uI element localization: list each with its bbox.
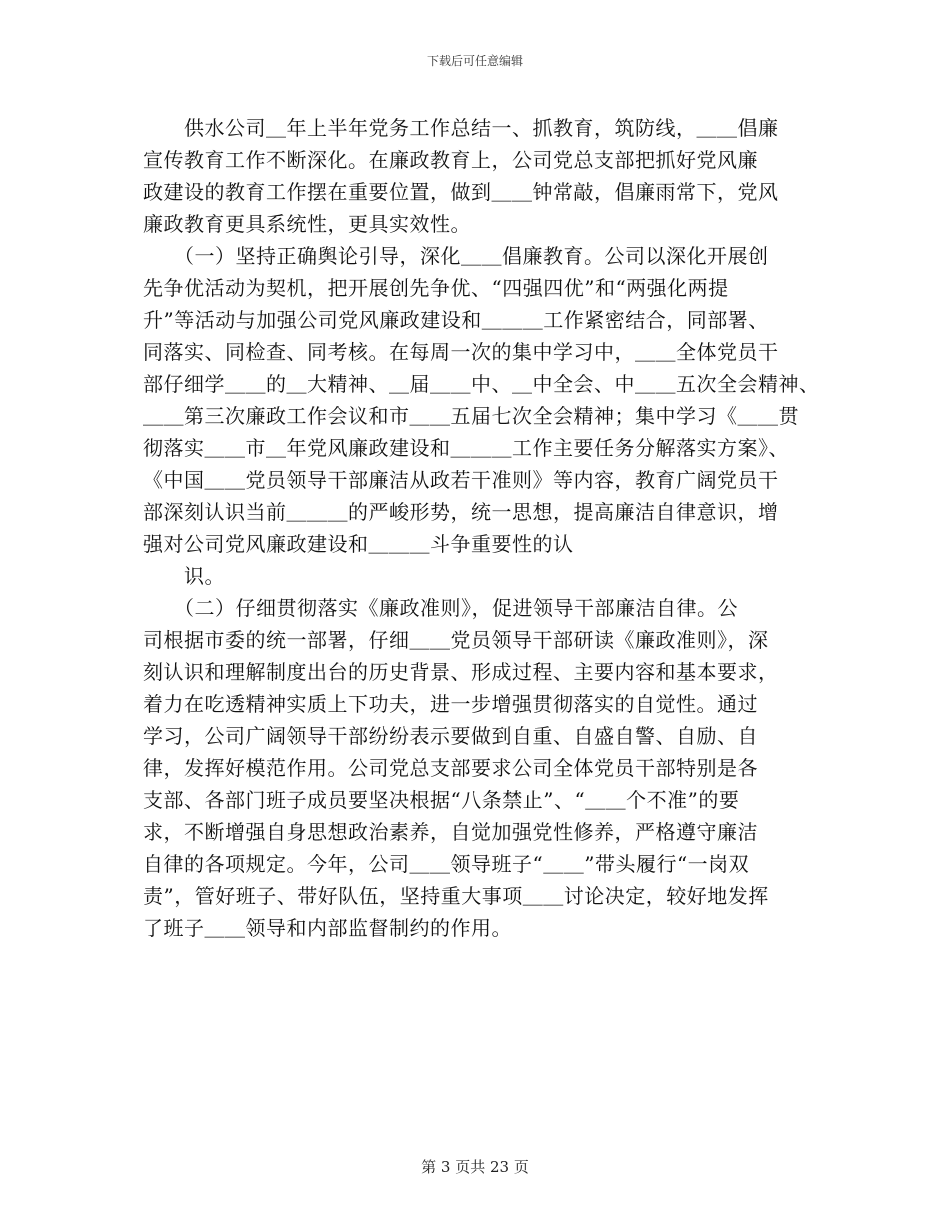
text-line: （一）坚持正确舆论引导，深化＿＿倡廉教育。公司以深化开展创 (143, 244, 769, 268)
page-header: 下载后可任意编辑 (426, 54, 523, 68)
text-line: 政建设的教育工作摆在重要位置，做到＿＿钟常敲，倡廉雨常下，党风 (143, 180, 779, 204)
text-line: 学习，公司广阔领导干部纷纷表示要做到自重、自盛自警、自励、自 (143, 724, 758, 748)
text-line: 部仔细学＿＿的＿大精神、＿届＿＿中、＿中全会、中＿＿五次全会精神、 (143, 372, 820, 396)
text-line: 责”，管好班子、带好队伍，坚持重大事项＿＿讨论决定，较好地发挥 (143, 884, 769, 908)
text-line: 升”等活动与加强公司党风廉政建设和＿＿＿工作紧密结合，同部署、 (143, 308, 769, 332)
page-footer: 第 3 页共 23 页 (421, 1158, 529, 1176)
text-line: 部深刻认识当前＿＿＿的严峻形势，统一思想，提高廉洁自律意识，增 (143, 500, 779, 524)
text-line: 廉政教育更具系统性，更具实效性。 (143, 212, 471, 236)
text-line: （二）仔细贯彻落实《廉政准则》，促进领导干部廉洁自律。公 (143, 596, 738, 620)
text-line: 彻落实＿＿市＿年党风廉政建设和＿＿＿工作主要任务分解落实方案》、 (143, 436, 789, 460)
text-line: ＿＿第三次廉政工作会议和市＿＿五届七次全会精神；集中学习《＿＿贯 (143, 404, 799, 428)
text-line: 司根据市委的统一部署，仔细＿＿党员领导干部研读《廉政准则》，深 (143, 628, 769, 652)
text-line: 支部、各部门班子成员要坚决根据“八条禁止”、“＿＿个不准”的要 (143, 788, 740, 812)
text-line: 《中国＿＿党员领导干部廉洁从政若干准则》等内容，教育广阔党员干 (143, 468, 779, 492)
text-line: 强对公司党风廉政建设和＿＿＿斗争重要性的认 (143, 532, 574, 556)
text-line: 自律的各项规定。今年，公司＿＿领导班子“＿＿”带头履行“一岗双 (143, 852, 750, 876)
text-line: 供水公司＿年上半年党务工作总结一、抓教育，筑防线，＿＿倡廉 (143, 116, 779, 140)
text-line: 律，发挥好模范作用。公司党总支部要求公司全体党员干部特别是各 (143, 756, 758, 780)
text-line: 宣传教育工作不断深化。在廉政教育上，公司党总支部把抓好党风廉 (143, 148, 758, 172)
text-line: 了班子＿＿领导和内部监督制约的作用。 (143, 916, 512, 940)
text-line: 刻认识和理解制度出台的历史背景、形成过程、主要内容和基本要求， (143, 660, 779, 684)
text-line: 求，不断增强自身思想政治素养，自觉加强党性修养，严格遵守廉洁 (143, 820, 758, 844)
document-body (143, 112, 823, 944)
text-line: 同落实、同检查、同考核。在每周一次的集中学习中，＿＿全体党员干 (143, 340, 779, 364)
text-line: 先争优活动为契机，把开展创先争优、“四强四优”和“两强化两提 (143, 276, 729, 300)
text-line: 着力在吃透精神实质上下功夫，进一步增强贯彻落实的自觉性。通过 (143, 692, 758, 716)
text-line: 识。 (143, 564, 225, 588)
